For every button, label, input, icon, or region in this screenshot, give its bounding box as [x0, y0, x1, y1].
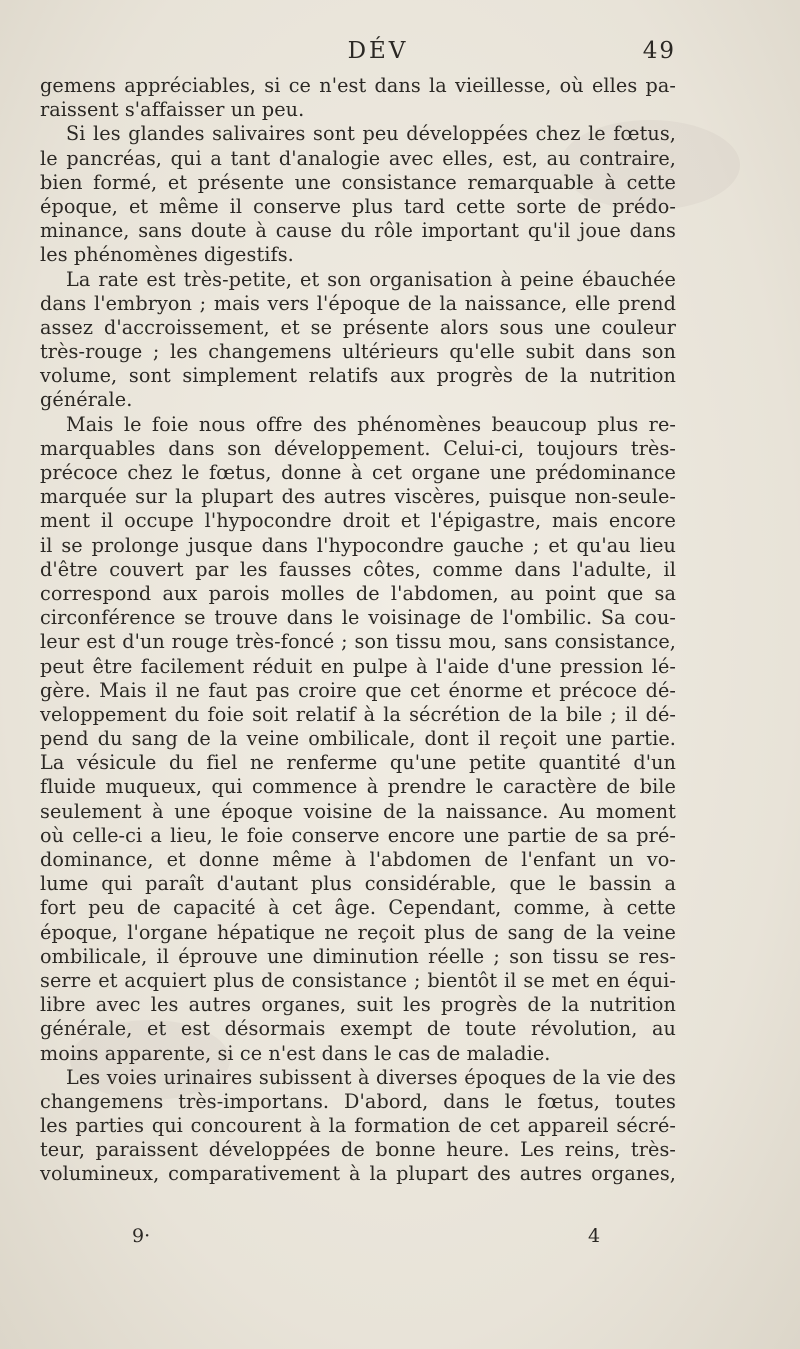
text-line: veloppement du foie soit relatif à la sécrétion de la bile ; il dé-	[40, 702, 676, 726]
text-line: peut être facilement réduit en pulpe à l'aide d'une pression lé-	[40, 654, 676, 678]
text-line: fluide muqueux, qui commence à prendre le caractère de bile	[40, 775, 676, 799]
text-line: générale.	[40, 388, 133, 412]
text-line: ment il occupe l'hypocondre droit et l'épigastre, mais encore	[40, 509, 676, 533]
paragraph	[40, 413, 676, 1066]
text-line: libre avec les autres organes, suit les progrès de la nutrition	[40, 993, 676, 1017]
paragraph	[40, 268, 676, 413]
text-line: bien formé, et présente une consistance remarquable à cette	[40, 170, 676, 194]
gathering-number: 4	[588, 1225, 601, 1247]
text-line: serre et acquiert plus de consistance ; bientôt il se met en équi-	[40, 968, 676, 992]
text-block	[40, 28, 676, 1187]
paragraph	[40, 122, 676, 267]
signature-mark: 9·	[132, 1225, 151, 1247]
body-text	[40, 74, 676, 1187]
text-line: raissent s'affaisser un peu.	[40, 98, 305, 122]
text-line: minance, sans doute à cause du rôle important qu'il joue dans	[40, 219, 676, 243]
text-line: La vésicule du fiel ne renferme qu'une petite quantité d'un	[40, 751, 676, 775]
text-line: dominance, et donne même à l'abdomen de l'enfant un vo-	[40, 848, 676, 871]
text-line: les parties qui concourent à la formation de cet appareil sécré-	[40, 1114, 676, 1138]
text-line: changemens très-importans. D'abord, dans le fœtus, toutes	[40, 1089, 676, 1113]
text-line: où celle-ci a lieu, le foie conserve encore une partie de sa pré-	[40, 823, 676, 847]
text-line: teur, paraissent développées de bonne heure. Les reins, très-	[40, 1138, 676, 1162]
text-line: moins apparente, si ce n'est dans le cas de maladie.	[40, 1041, 551, 1065]
text-line: le pancréas, qui a tant d'analogie avec elles, est, au contraire,	[40, 146, 676, 170]
text-line: marquables dans son développement. Celui-ci, toujours très-	[40, 436, 676, 460]
text-line: correspond aux parois molles de l'abdomen, au point que sa	[40, 581, 676, 605]
text-line: circonférence se trouve dans le voisinage de l'ombilic. Sa cou-	[40, 606, 676, 630]
text-line: volumineux, comparativement à la plupart des autres organes,	[40, 1162, 676, 1186]
text-line: leur est d'un rouge très-foncé ; son tissu mou, sans consistance,	[40, 630, 676, 654]
text-line: d'être couvert par les fausses côtes, comme dans l'adulte, il	[40, 557, 676, 581]
text-line: précoce chez le fœtus, donne à cet organe une prédominance	[40, 461, 676, 484]
text-line: très-rouge ; les changemens ultérieurs qu'elle subit dans son	[40, 340, 676, 364]
text-line: Les voies urinaires subissent à diverses époques de la vie des	[66, 1065, 676, 1089]
page-footer	[40, 1225, 676, 1251]
text-line: volume, sont simplement relatifs aux progrès de la nutrition	[40, 364, 676, 388]
text-line: les phénomènes digestifs.	[40, 243, 294, 267]
text-line: Si les glandes salivaires sont peu développées chez le fœtus,	[66, 122, 676, 146]
text-line: assez d'accroissement, et se présente alors sous une couleur	[40, 315, 676, 339]
text-line: gère. Mais il ne faut pas croire que cet énorme et précoce dé-	[40, 678, 676, 702]
text-line: La rate est très-petite, et son organisation à peine ébauchée	[66, 267, 676, 291]
text-line: Mais le foie nous offre des phénomènes beaucoup plus re-	[66, 412, 676, 436]
text-line: il se prolonge jusque dans l'hypocondre gauche ; et qu'au lieu	[40, 533, 676, 557]
text-line: dans l'embryon ; mais vers l'époque de la naissance, elle prend	[40, 291, 676, 315]
running-title: DÉV	[347, 38, 409, 64]
text-line: fort peu de capacité à cet âge. Cependant, comme, à cette	[40, 896, 676, 920]
text-line: pend du sang de la veine ombilicale, dont il reçoit une partie.	[40, 727, 676, 751]
paragraph	[40, 1066, 676, 1187]
text-line: époque, l'organe hépatique ne reçoit plus de sang de la veine	[40, 920, 676, 944]
text-line: générale, et est désormais exempt de toute révolution, au	[40, 1017, 676, 1041]
text-line: seulement à une époque voisine de la naissance. Au moment	[40, 799, 676, 823]
text-line: époque, et même il conserve plus tard cette sorte de prédo-	[40, 194, 676, 218]
text-line: marquée sur la plupart des autres viscères, puisque non-seule-	[40, 485, 676, 509]
text-line: lume qui paraît d'autant plus considérable, que le bassin a	[40, 872, 676, 896]
text-line: gemens appréciables, si ce n'est dans la vieillesse, où elles pa-	[40, 74, 676, 97]
text-line: ombilicale, il éprouve une diminution réelle ; son tissu se res-	[40, 944, 676, 968]
page-number: 49	[642, 38, 676, 64]
page-header	[40, 28, 676, 74]
paragraph	[40, 74, 676, 122]
